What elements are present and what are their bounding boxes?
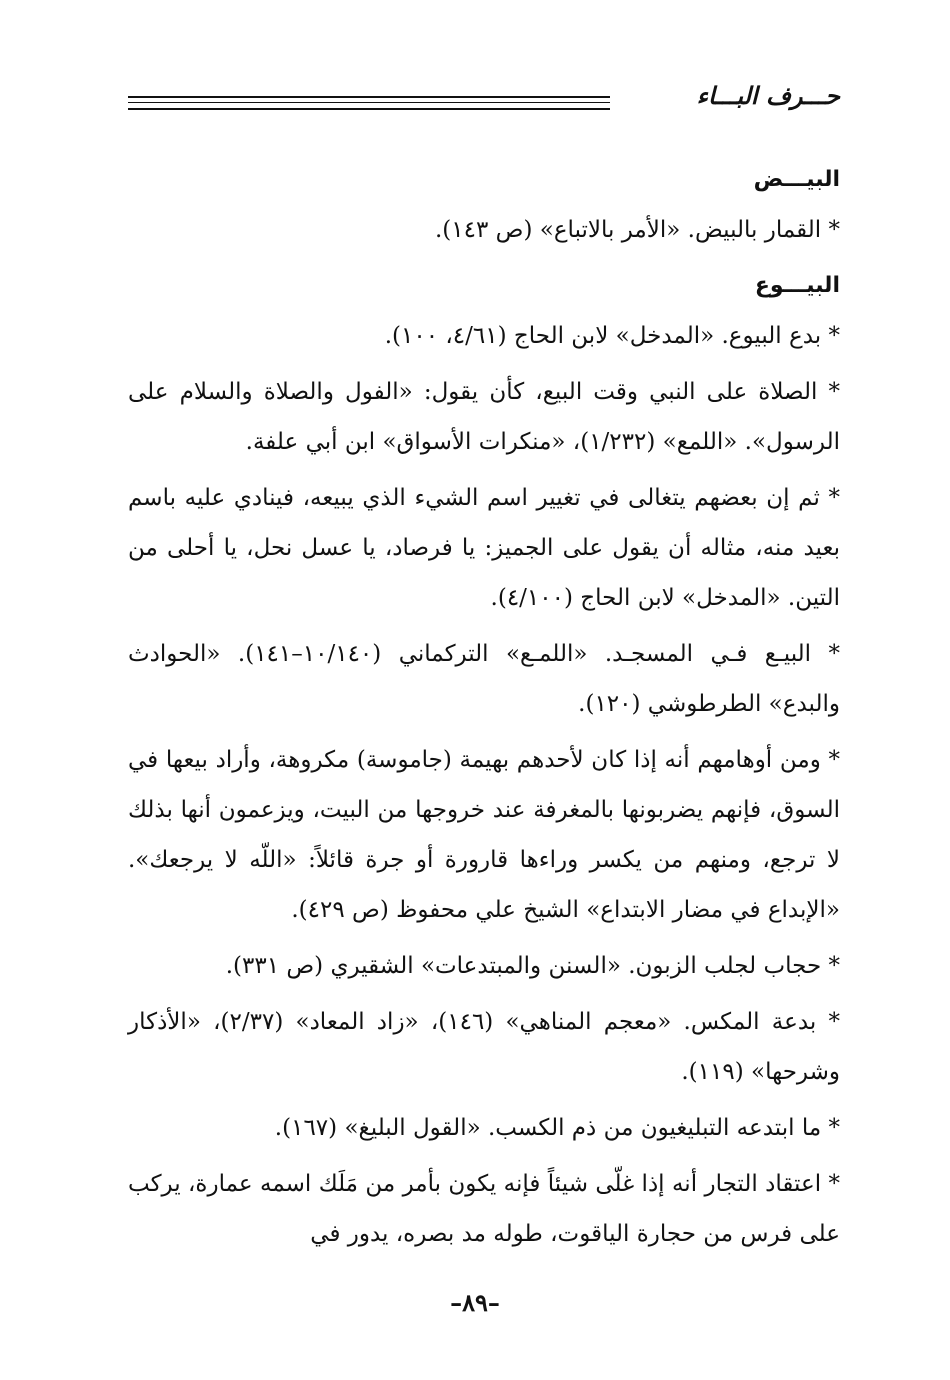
running-title: حـــرف البـــاء [696,82,840,110]
entry-paragraph: * بدع البيوع. «المدخل» لابن الحاج (٤/٦١، ١٠٠). [384,323,840,349]
section-heading-sales: البيـــوع [754,273,840,298]
entry-paragraph: * حجاب لجلب الزبون. «السنن والمبتدعات» الشقيري (ص ٣٣١). [225,953,840,979]
header-rule [128,96,610,98]
running-header [128,78,840,118]
page-number: –٨٩– [450,1288,500,1317]
entry-paragraph: * اعتقاد التجار أنه إذا غلّى شيئاً فإنه يكون بأمر من مَلَك اسمه عمارة، يركب على فرس من حجارة الياقوت، طوله مد بصره، يدور في [128,1171,840,1247]
entry-paragraph: * ما ابتدعه التبليغيون من ذم الكسب. «القول البليغ» (١٦٧). [274,1115,840,1141]
header-rule [128,102,610,103]
entry-paragraph: * الصلاة على النبي وقت البيع، كأن يقول: «الفول والصلاة والسلام على الرسول». «اللمع» (١/٢٣٢)، «منكرات الأسواق» ابن أبي علفة. [128,379,840,455]
header-rule [128,108,610,110]
entry-paragraph: * القمار بالبيض. «الأمر بالاتباع» (ص ١٤٣). [435,217,840,243]
entry-paragraph: * البيـع فـي المسجـد. «اللمـع» التركماني (١٠/١٤٠–١٤١). «الحوادث والبدع» الطرطوشي (١٢٠). [128,641,840,717]
page-body [128,155,840,1259]
entry-paragraph: * ثم إن بعضهم يتغالى في تغيير اسم الشيء الذي يبيعه، فينادي عليه باسم بعيد منه، مثاله أن يقول على الجميز: يا فرصاد، يا عسل نحل، يا أحلى من التين. «المدخل» لابن الحاج (٤/١٠٠). [128,485,840,611]
section-heading-eggs: البيـــض [753,167,840,192]
entry-paragraph: * بدعة المكس. «معجم المناهي» (١٤٦)، «زاد المعاد» (٢/٣٧)، «الأذكار وشرحها» (١١٩). [128,1009,841,1085]
entry-paragraph: * ومن أوهامهم أنه إذا كان لأحدهم بهيمة (جاموسة) مكروهة، وأراد بيعها في السوق، فإنهم يضربونها بالمغرفة عند خروجها من البيت، ويزعمون أنها بذلك لا ترجع، ومنهم من يكسر وراءها قارورة أو جرة قائلاً: «اللّه لا يرجعك». «الإبداع في مضار الابتداع» الشيخ علي محفوظ (ص ٤٢٩). [128,747,840,923]
